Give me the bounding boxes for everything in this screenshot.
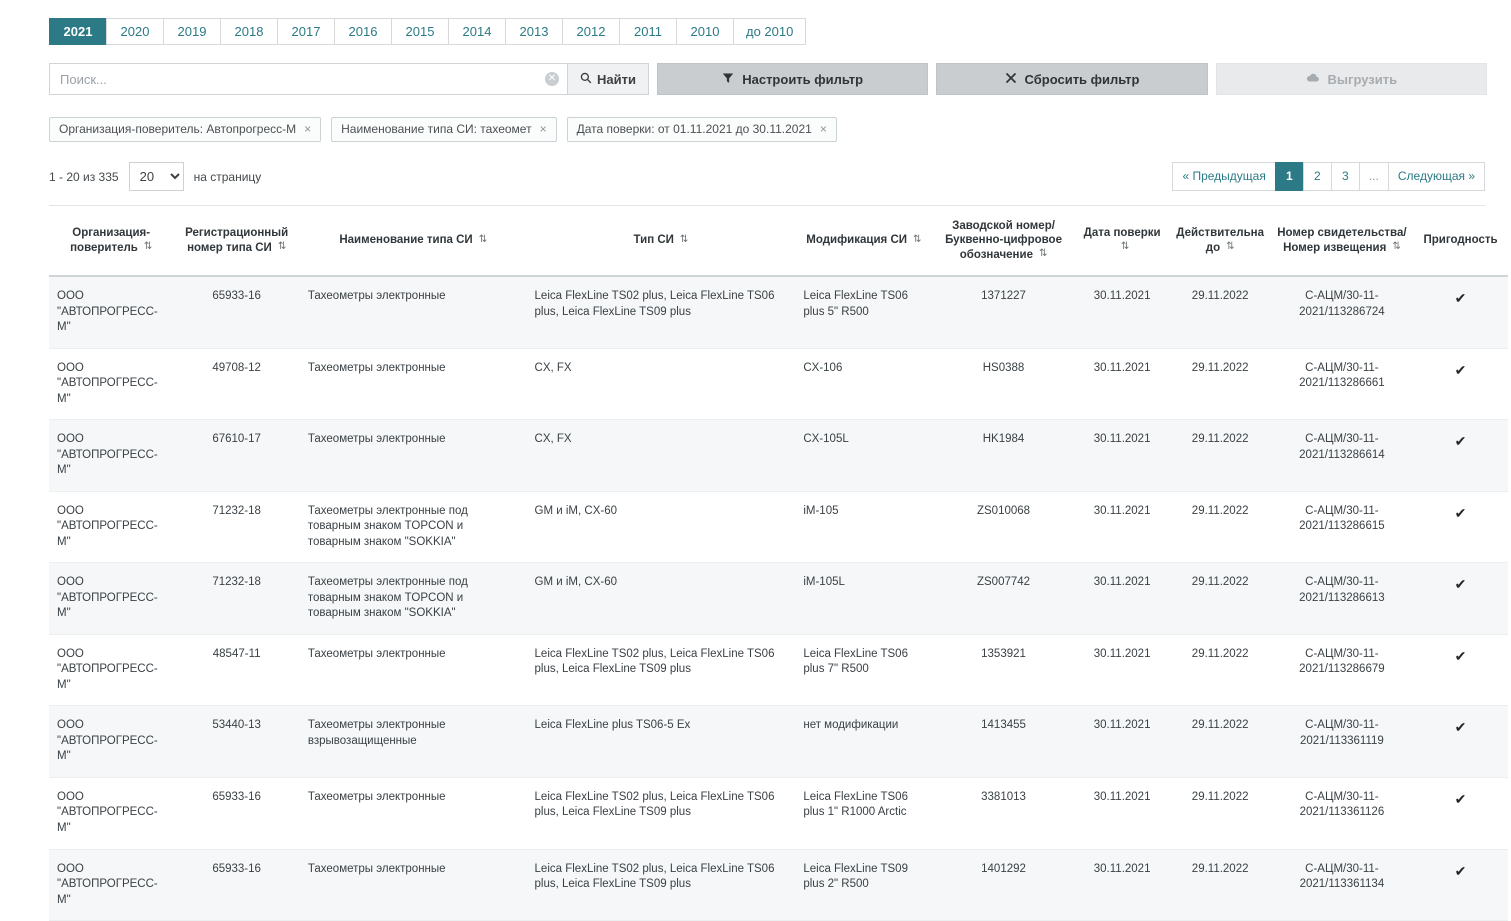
cell-fit: ✔ — [1413, 706, 1508, 778]
sort-toggle-icon[interactable]: ⇅ — [1226, 241, 1235, 253]
results-table-wrap — [49, 205, 1498, 921]
cell-org: ООО "АВТОПРОГРЕСС-М" — [49, 563, 173, 635]
cell-reg: 65933-16 — [173, 276, 300, 348]
cell-mod: iM-105L — [795, 563, 932, 635]
year-tab-2011[interactable]: 2011 — [619, 18, 677, 45]
column-header[interactable] — [795, 206, 932, 276]
year-tab-2013[interactable]: 2013 — [505, 18, 563, 45]
cell-serial: 1371227 — [932, 276, 1074, 348]
column-header[interactable] — [1170, 206, 1271, 276]
cell-date: 30.11.2021 — [1075, 276, 1170, 348]
cell-serial: 1353921 — [932, 634, 1074, 706]
cell-name: Тахеометры электронные — [300, 634, 527, 706]
search-field-wrap — [49, 63, 567, 95]
cell-date: 30.11.2021 — [1075, 634, 1170, 706]
column-header-label: Модификация СИ — [806, 234, 908, 247]
sort-active-icon[interactable]: ⇅ — [1120, 241, 1130, 253]
cell-cert: С-АЦМ/30-11-2021/113286614 — [1271, 420, 1413, 492]
cell-org: ООО "АВТОПРОГРЕСС-М" — [49, 706, 173, 778]
cell-valid: 29.11.2022 — [1170, 420, 1271, 492]
year-tab-2016[interactable]: 2016 — [334, 18, 392, 45]
cell-cert: С-АЦМ/30-11-2021/113361134 — [1271, 849, 1413, 921]
cell-serial: 1413455 — [932, 706, 1074, 778]
cell-name: Тахеометры электронные — [300, 420, 527, 492]
cell-fit: ✔ — [1413, 348, 1508, 420]
sort-toggle-icon[interactable]: ⇅ — [679, 234, 689, 246]
column-header[interactable] — [932, 206, 1074, 276]
year-tab-2018[interactable]: 2018 — [220, 18, 278, 45]
cell-valid: 29.11.2022 — [1170, 777, 1271, 849]
year-tab-bar — [49, 0, 1487, 45]
column-header — [1413, 206, 1508, 276]
cell-mod: Leica FlexLine TS09 plus 2" R500 — [795, 849, 932, 921]
cell-org: ООО "АВТОПРОГРЕСС-М" — [49, 420, 173, 492]
cell-serial: 1401292 — [932, 849, 1074, 921]
cell-type: Leica FlexLine TS02 plus, Leica FlexLine TS06 plus, Leica FlexLine TS09 plus — [527, 276, 796, 348]
cell-serial: ZS007742 — [932, 563, 1074, 635]
find-button[interactable] — [567, 63, 649, 95]
year-tab-2014[interactable]: 2014 — [448, 18, 506, 45]
pagination-next-label: Следующая — [1397, 169, 1465, 183]
cell-mod: нет модификации — [795, 706, 932, 778]
pager-row — [49, 162, 1485, 191]
cell-type: CX, FX — [527, 348, 796, 420]
cell-serial: 3381013 — [932, 777, 1074, 849]
cell-org: ООО "АВТОПРОГРЕСС-М" — [49, 849, 173, 921]
table-body — [49, 276, 1508, 920]
cell-fit: ✔ — [1413, 563, 1508, 635]
pagination — [1173, 162, 1485, 191]
cell-reg: 67610-17 — [173, 420, 300, 492]
cell-name: Тахеометры электронные под товарным знаком TOPCON и товарным знаком "SOKKIA" — [300, 491, 527, 563]
reset-filter-label: Сбросить фильтр — [1024, 71, 1140, 87]
cell-org: ООО "АВТОПРОГРЕСС-М" — [49, 777, 173, 849]
cell-cert: С-АЦМ/30-11-2021/113286613 — [1271, 563, 1413, 635]
column-header-label: Тип СИ — [633, 234, 674, 247]
table-row[interactable] — [49, 777, 1508, 849]
cell-mod: iM-105 — [795, 491, 932, 563]
year-tab-2015[interactable]: 2015 — [391, 18, 449, 45]
cloud-download-icon — [1306, 72, 1320, 87]
cell-org: ООО "АВТОПРОГРЕСС-М" — [49, 634, 173, 706]
cell-name: Тахеометры электронные — [300, 276, 527, 348]
cell-mod: Leica FlexLine TS06 plus 7" R500 — [795, 634, 932, 706]
cell-reg: 65933-16 — [173, 849, 300, 921]
cell-org: ООО "АВТОПРОГРЕСС-М" — [49, 491, 173, 563]
cell-reg: 53440-13 — [173, 706, 300, 778]
configure-filter-label: Настроить фильтр — [742, 71, 864, 87]
table-row[interactable] — [49, 634, 1508, 706]
column-header[interactable] — [1271, 206, 1413, 276]
cell-cert: С-АЦМ/30-11-2021/113286661 — [1271, 348, 1413, 420]
export-button[interactable] — [1216, 63, 1487, 95]
cell-fit: ✔ — [1413, 849, 1508, 921]
year-tab-2012[interactable]: 2012 — [562, 18, 620, 45]
filter-chip[interactable] — [331, 117, 556, 142]
column-header-label: Наименование типа СИ — [339, 234, 473, 247]
cell-mod: Leica FlexLine TS06 plus 1" R1000 Arctic — [795, 777, 932, 849]
cell-mod: CX-105L — [795, 420, 932, 492]
search-toolbar — [49, 63, 1487, 95]
column-header-label: Номер свидетельства/ Номер извещения — [1277, 227, 1407, 254]
funnel-icon — [722, 72, 734, 87]
cell-reg: 71232-18 — [173, 563, 300, 635]
column-header-label: Регистрационный номер типа СИ — [185, 227, 289, 254]
clear-search-icon[interactable]: ✕ — [545, 72, 559, 86]
cell-date: 30.11.2021 — [1075, 420, 1170, 492]
results-table — [49, 206, 1508, 921]
cell-mod: Leica FlexLine TS06 plus 5" R500 — [795, 276, 932, 348]
cell-name: Тахеометры электронные взрывозащищенные — [300, 706, 527, 778]
pagination-prev[interactable]: « Предыдущая — [1172, 162, 1275, 191]
column-header-label: Организация-поверитель — [70, 227, 151, 254]
filter-chip-label: Дата поверки: от 01.11.2021 до 30.11.2021 — [576, 122, 812, 136]
column-header[interactable] — [1075, 206, 1170, 276]
cell-date: 30.11.2021 — [1075, 563, 1170, 635]
per-page-label: на страницу — [193, 169, 262, 184]
cell-valid: 29.11.2022 — [1170, 634, 1271, 706]
cell-name: Тахеометры электронные под товарным знаком TOPCON и товарным знаком "SOKKIA" — [300, 563, 527, 635]
search-input[interactable] — [49, 63, 567, 95]
table-row[interactable] — [49, 706, 1508, 778]
result-count: 1 - 20 из 335 — [49, 169, 119, 184]
export-label: Выгрузить — [1327, 71, 1398, 87]
sort-toggle-icon[interactable]: ⇅ — [1038, 248, 1048, 260]
sort-toggle-icon[interactable]: ⇅ — [478, 234, 488, 246]
cell-type: CX, FX — [527, 420, 796, 492]
cell-valid: 29.11.2022 — [1170, 706, 1271, 778]
pagination-next[interactable]: Следующая » — [1388, 162, 1485, 191]
year-tab-2020[interactable]: 2020 — [106, 18, 164, 45]
year-tab-2017[interactable]: 2017 — [277, 18, 335, 45]
cell-fit: ✔ — [1413, 276, 1508, 348]
column-header[interactable] — [49, 206, 173, 276]
cell-fit: ✔ — [1413, 491, 1508, 563]
chip-remove-icon[interactable]: × — [539, 122, 547, 136]
close-icon — [1005, 72, 1017, 87]
year-tab-2010[interactable]: 2010 — [676, 18, 734, 45]
year-tab-до-2010[interactable]: до 2010 — [733, 18, 806, 45]
cell-serial: ZS010068 — [932, 491, 1074, 563]
table-row[interactable] — [49, 348, 1508, 420]
find-button-label: Найти — [597, 71, 636, 87]
cell-name: Тахеометры электронные — [300, 777, 527, 849]
cell-mod: CX-106 — [795, 348, 932, 420]
cell-valid: 29.11.2022 — [1170, 563, 1271, 635]
column-header-label: Дата поверки — [1083, 227, 1161, 240]
cell-type: Leica FlexLine plus TS06-5 Ex — [527, 706, 796, 778]
filter-chip-label: Организация-поверитель: Автопрогресс-М — [59, 122, 297, 136]
pagination-ellipsis: ... — [1359, 162, 1389, 191]
search-icon — [580, 72, 592, 87]
pagination-page-2[interactable]: 2 — [1303, 162, 1332, 191]
sort-toggle-icon[interactable]: ⇅ — [143, 241, 153, 253]
column-header-label: Действительна до — [1176, 227, 1265, 254]
chip-remove-icon[interactable]: × — [304, 122, 312, 136]
cell-cert: С-АЦМ/30-11-2021/113286679 — [1271, 634, 1413, 706]
cell-date: 30.11.2021 — [1075, 706, 1170, 778]
cell-org: ООО "АВТОПРОГРЕСС-М" — [49, 348, 173, 420]
active-filter-chips — [49, 117, 1487, 142]
cell-serial: HK1984 — [932, 420, 1074, 492]
cell-fit: ✔ — [1413, 634, 1508, 706]
table-row[interactable] — [49, 276, 1508, 348]
table-head — [49, 206, 1508, 276]
pagination-page-1[interactable]: 1 — [1275, 162, 1304, 191]
pagination-page-3[interactable]: 3 — [1331, 162, 1360, 191]
column-header[interactable] — [527, 206, 796, 276]
cell-org: ООО "АВТОПРОГРЕСС-М" — [49, 276, 173, 348]
cell-type: GM и iM, CX-60 — [527, 563, 796, 635]
cell-cert: С-АЦМ/30-11-2021/113361119 — [1271, 706, 1413, 778]
year-tab-2021[interactable]: 2021 — [49, 18, 107, 45]
cell-type: Leica FlexLine TS02 plus, Leica FlexLine TS06 plus, Leica FlexLine TS09 plus — [527, 849, 796, 921]
cell-valid: 29.11.2022 — [1170, 849, 1271, 921]
cell-name: Тахеометры электронные — [300, 348, 527, 420]
cell-reg: 65933-16 — [173, 777, 300, 849]
per-page-select[interactable] — [129, 162, 184, 191]
cell-type: GM и iM, CX-60 — [527, 491, 796, 563]
configure-filter-button[interactable] — [657, 63, 928, 95]
cell-reg: 48547-11 — [173, 634, 300, 706]
cell-fit: ✔ — [1413, 777, 1508, 849]
table-row[interactable] — [49, 420, 1508, 492]
cell-serial: HS0388 — [932, 348, 1074, 420]
cell-cert: С-АЦМ/30-11-2021/113286615 — [1271, 491, 1413, 563]
cell-name: Тахеометры электронные — [300, 849, 527, 921]
filter-chip[interactable] — [567, 117, 837, 142]
cell-valid: 29.11.2022 — [1170, 491, 1271, 563]
filter-chip-label: Наименование типа СИ: тахеомет — [341, 122, 532, 136]
cell-fit: ✔ — [1413, 420, 1508, 492]
cell-date: 30.11.2021 — [1075, 491, 1170, 563]
pagination-prev-label: Предыдущая — [1192, 169, 1266, 183]
cell-reg: 49708-12 — [173, 348, 300, 420]
sort-toggle-icon[interactable]: ⇅ — [913, 234, 922, 246]
table-row[interactable] — [49, 849, 1508, 921]
cell-date: 30.11.2021 — [1075, 849, 1170, 921]
column-header-label: Пригодность — [1423, 234, 1498, 247]
chip-remove-icon[interactable]: × — [819, 122, 827, 136]
cell-date: 30.11.2021 — [1075, 348, 1170, 420]
reset-filter-button[interactable] — [936, 63, 1207, 95]
column-header[interactable] — [173, 206, 300, 276]
cell-reg: 71232-18 — [173, 491, 300, 563]
cell-valid: 29.11.2022 — [1170, 348, 1271, 420]
column-header-label: Заводской номер/ Буквенно-цифровое обозначение — [945, 220, 1062, 261]
sort-toggle-icon[interactable]: ⇅ — [1392, 241, 1401, 253]
cell-type: Leica FlexLine TS02 plus, Leica FlexLine TS06 plus, Leica FlexLine TS09 plus — [527, 777, 796, 849]
cell-valid: 29.11.2022 — [1170, 276, 1271, 348]
filter-chip[interactable] — [49, 117, 321, 142]
cell-cert: С-АЦМ/30-11-2021/113286724 — [1271, 276, 1413, 348]
column-header[interactable] — [300, 206, 527, 276]
table-row[interactable] — [49, 491, 1508, 563]
cell-cert: С-АЦМ/30-11-2021/113361126 — [1271, 777, 1413, 849]
year-tab-2019[interactable]: 2019 — [163, 18, 221, 45]
table-row[interactable] — [49, 563, 1508, 635]
cell-type: Leica FlexLine TS02 plus, Leica FlexLine TS06 plus, Leica FlexLine TS09 plus — [527, 634, 796, 706]
cell-date: 30.11.2021 — [1075, 777, 1170, 849]
sort-toggle-icon[interactable]: ⇅ — [277, 241, 287, 253]
